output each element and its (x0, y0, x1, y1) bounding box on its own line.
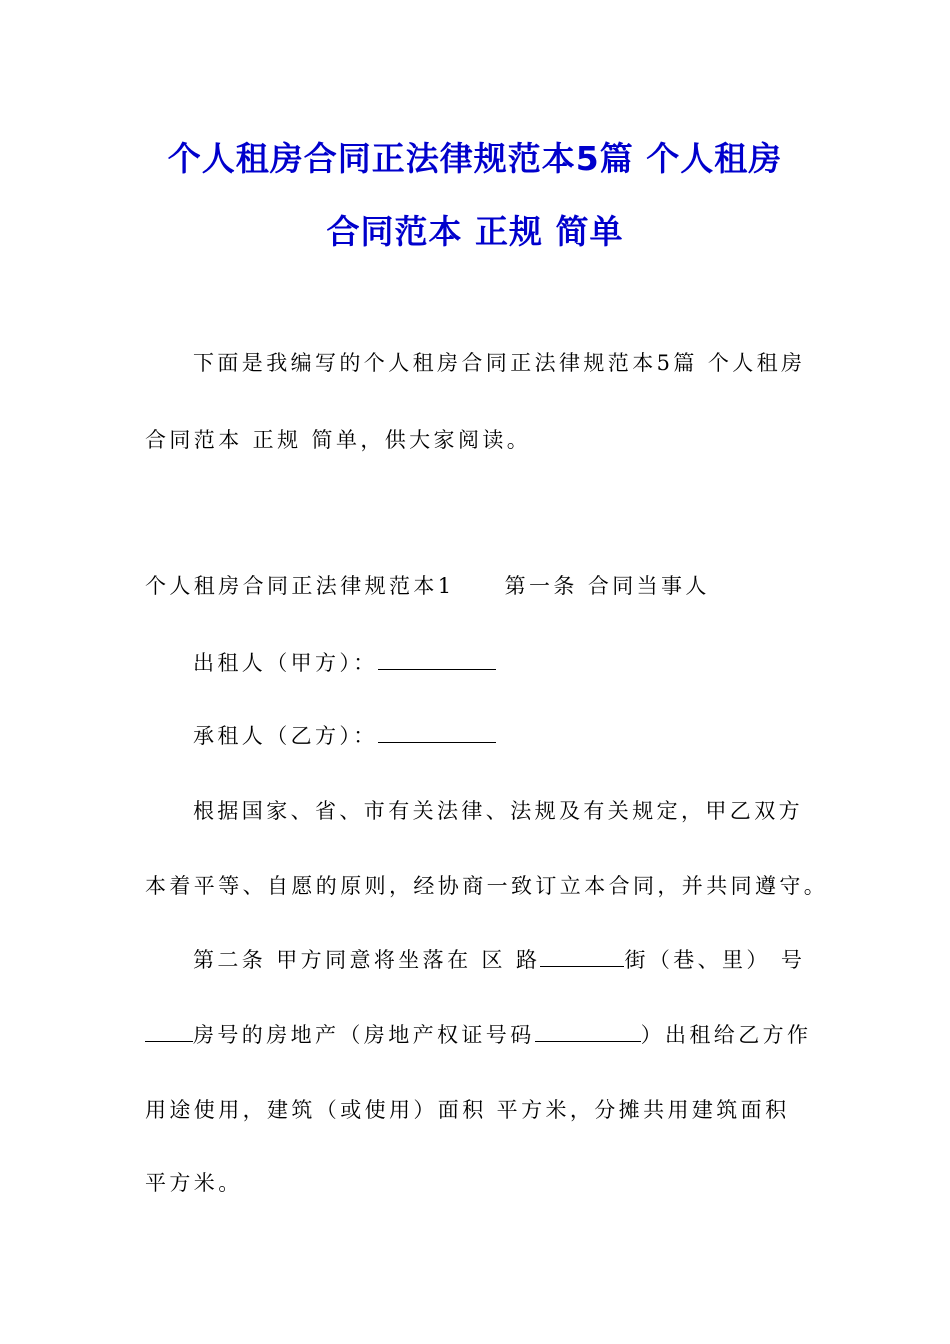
street-blank (540, 948, 624, 967)
certificate-number-blank (535, 1023, 641, 1042)
lessee-blank (378, 724, 496, 743)
basis-line-1: 根据国家、省、市有关法律、法规及有关规定，甲乙双方 (193, 799, 803, 823)
article-2-line-1 (193, 944, 805, 974)
lessee-label: 承租人（乙方）： (193, 724, 378, 748)
section-heading-row (145, 570, 710, 600)
article-2-text-a: 第二条 甲方同意将坐落在 区 路 (193, 948, 541, 972)
document-title-line-1: 个人租房合同正法律规范本5篇 个人租房 (167, 139, 783, 178)
lessor-label: 出租人（甲方）： (193, 651, 378, 675)
intro-line-2: 合同范本 正规 简单，供大家阅读。 (145, 428, 532, 452)
article-2-line-3: 用途使用，建筑（或使用）面积 平方米，分摊共用建筑面积 (145, 1098, 790, 1122)
room-number-blank (145, 1023, 193, 1042)
document-title-line-2: 合同范本 正规 简单 (326, 212, 624, 251)
article-1-title: 第一条 合同当事人 (504, 574, 710, 598)
basis-line-2: 本着平等、自愿的原则，经协商一致订立本合同，并共同遵守。 (145, 874, 829, 898)
section-heading: 个人租房合同正法律规范本1 (145, 574, 455, 598)
lessor-row (193, 647, 496, 677)
lessee-row (193, 720, 496, 750)
article-2-line-2 (145, 1019, 811, 1049)
article-2-line-4: 平方米。 (145, 1171, 243, 1195)
article-2-text-c: 房号的房地产（房地产权证号码 (193, 1023, 535, 1047)
article-2-text-b: 街（巷、里） 号 (624, 948, 806, 972)
intro-line-1: 下面是我编写的个人租房合同正法律规范本5篇 个人租房 (193, 351, 806, 375)
lessor-blank (378, 651, 496, 670)
article-2-text-d: ）出租给乙方作 (640, 1023, 812, 1047)
